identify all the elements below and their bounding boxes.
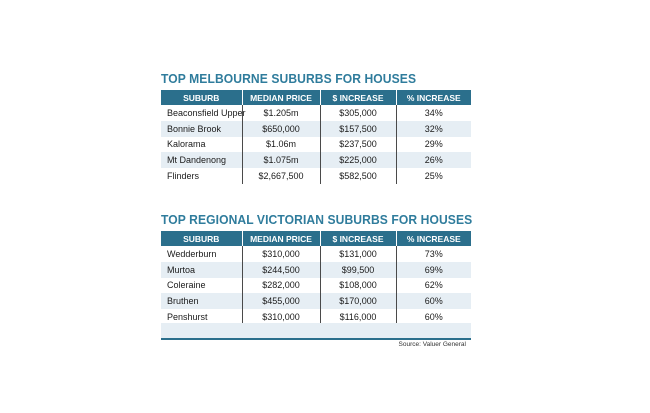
column-header-suburb: SUBURB bbox=[161, 231, 242, 246]
percent-increase-cell: 73% bbox=[396, 246, 471, 262]
dollar-increase-cell: $116,000 bbox=[320, 309, 396, 325]
table-row bbox=[161, 152, 471, 168]
dollar-increase-cell: $131,000 bbox=[320, 246, 396, 262]
table-footer-rule bbox=[161, 338, 471, 340]
regional-table-title: TOP REGIONAL VICTORIAN SUBURBS FOR HOUSES bbox=[161, 212, 473, 227]
suburb-cell: Flinders bbox=[161, 168, 242, 184]
regional-suburbs-table bbox=[161, 231, 471, 325]
suburb-cell: Bonnie Brook bbox=[161, 121, 242, 137]
median-price-cell: $1.075m bbox=[242, 152, 320, 168]
percent-increase-cell: 26% bbox=[396, 152, 471, 168]
median-price-cell: $282,000 bbox=[242, 278, 320, 294]
table-row bbox=[161, 246, 471, 262]
table-row bbox=[161, 105, 471, 121]
table-row bbox=[161, 262, 471, 278]
suburb-cell: Wedderburn bbox=[161, 246, 242, 262]
column-header-median-price: MEDIAN PRICE bbox=[242, 231, 320, 246]
dollar-increase-cell: $305,000 bbox=[320, 105, 396, 121]
dollar-increase-cell: $108,000 bbox=[320, 278, 396, 294]
percent-increase-cell: 29% bbox=[396, 137, 471, 153]
table-row bbox=[161, 121, 471, 137]
percent-increase-cell: 69% bbox=[396, 262, 471, 278]
table-header-row bbox=[161, 90, 471, 105]
dollar-increase-cell: $225,000 bbox=[320, 152, 396, 168]
column-header-percent-increase: % INCREASE bbox=[396, 231, 471, 246]
suburb-cell: Beaconsfield Upper bbox=[161, 105, 242, 121]
dollar-increase-cell: $582,500 bbox=[320, 168, 396, 184]
table-row bbox=[161, 278, 471, 294]
suburb-cell: Coleraine bbox=[161, 278, 242, 294]
table-row bbox=[161, 293, 471, 309]
table-header-row bbox=[161, 231, 471, 246]
suburb-cell: Murtoa bbox=[161, 262, 242, 278]
source-credit: Source: Valuer General bbox=[398, 341, 466, 348]
median-price-cell: $310,000 bbox=[242, 309, 320, 325]
column-header-suburb: SUBURB bbox=[161, 90, 242, 105]
dollar-increase-cell: $99,500 bbox=[320, 262, 396, 278]
median-price-cell: $1.205m bbox=[242, 105, 320, 121]
median-price-cell: $2,667,500 bbox=[242, 168, 320, 184]
table-footer-band bbox=[161, 323, 471, 338]
percent-increase-cell: 62% bbox=[396, 278, 471, 294]
percent-increase-cell: 32% bbox=[396, 121, 471, 137]
column-header-dollar-increase: $ INCREASE bbox=[320, 90, 396, 105]
percent-increase-cell: 60% bbox=[396, 309, 471, 325]
suburb-cell: Bruthen bbox=[161, 293, 242, 309]
column-header-percent-increase: % INCREASE bbox=[396, 90, 471, 105]
percent-increase-cell: 34% bbox=[396, 105, 471, 121]
melbourne-table-title: TOP MELBOURNE SUBURBS FOR HOUSES bbox=[161, 71, 417, 86]
suburb-cell: Kalorama bbox=[161, 137, 242, 153]
median-price-cell: $310,000 bbox=[242, 246, 320, 262]
percent-increase-cell: 60% bbox=[396, 293, 471, 309]
median-price-cell: $650,000 bbox=[242, 121, 320, 137]
suburb-cell: Mt Dandenong bbox=[161, 152, 242, 168]
table-row bbox=[161, 137, 471, 153]
median-price-cell: $1.06m bbox=[242, 137, 320, 153]
dollar-increase-cell: $157,500 bbox=[320, 121, 396, 137]
dollar-increase-cell: $237,500 bbox=[320, 137, 396, 153]
melbourne-suburbs-table bbox=[161, 90, 471, 184]
column-header-dollar-increase: $ INCREASE bbox=[320, 231, 396, 246]
suburb-cell: Penshurst bbox=[161, 309, 242, 325]
column-header-median-price: MEDIAN PRICE bbox=[242, 90, 320, 105]
dollar-increase-cell: $170,000 bbox=[320, 293, 396, 309]
percent-increase-cell: 25% bbox=[396, 168, 471, 184]
table-row bbox=[161, 168, 471, 184]
median-price-cell: $455,000 bbox=[242, 293, 320, 309]
median-price-cell: $244,500 bbox=[242, 262, 320, 278]
